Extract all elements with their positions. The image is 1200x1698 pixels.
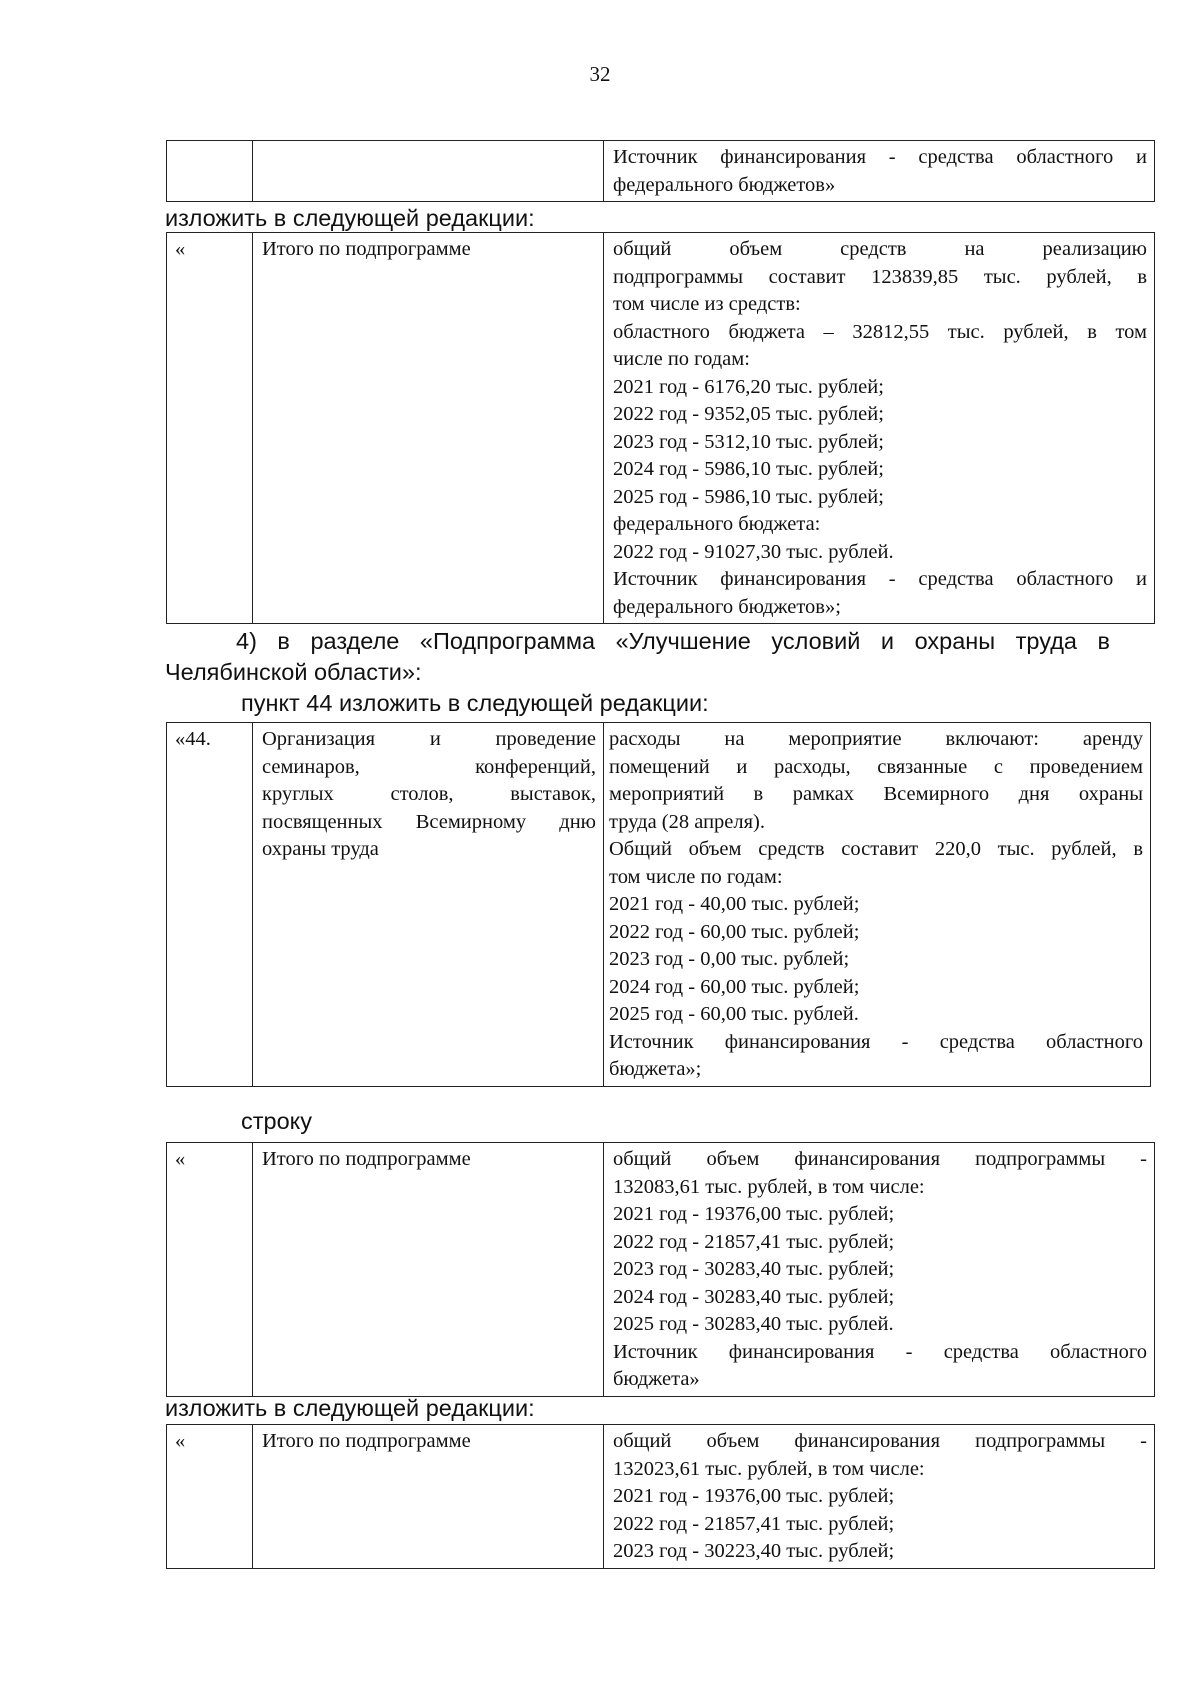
text-line: том числе из средств: xyxy=(613,293,801,315)
text-line: 2024 год - 60,00 тыс. рублей; xyxy=(609,975,860,998)
text-line: 2023 год - 30283,40 тыс. рублей; xyxy=(613,1258,895,1280)
text-line: федерального бюджета: xyxy=(613,513,821,535)
row-details xyxy=(604,233,1155,624)
text-line: общий объем финансирования подпрограммы - xyxy=(613,1148,1147,1170)
text-line: общий объем финансирования подпрограммы - xyxy=(613,1430,1147,1452)
section-4-line-3: пункт 44 изложить в следующей редакции: xyxy=(241,690,709,716)
caption-row-word: строку xyxy=(241,1108,312,1134)
section-4-line-1: 4) в разделе «Подпрограмма «Улучшение условий и охраны труда в xyxy=(236,628,1110,654)
text-line: Источник финансирования - средства областного и xyxy=(613,568,1147,590)
text-line: федерального бюджетов» xyxy=(613,173,836,196)
text-line: 2022 год - 60,00 тыс. рублей; xyxy=(609,920,860,943)
text-line: 2025 год - 60,00 тыс. рублей. xyxy=(609,1003,859,1025)
text-line: Источник финансирования - средства областного xyxy=(609,1030,1143,1053)
row-title: Итого по подпрограмме xyxy=(253,233,604,624)
text-line: 2021 год - 40,00 тыс. рублей; xyxy=(609,893,860,915)
text-line: 2021 год - 6176,20 тыс. рублей; xyxy=(613,375,884,398)
text-line: помещений и расходы, связанные с проведением xyxy=(609,755,1143,778)
text-line: мероприятий в рамках Всемирного дня охраны xyxy=(609,783,1143,805)
text-line: числе по годам: xyxy=(613,348,750,370)
page-number: 32 xyxy=(589,62,611,86)
text-line: расходы на мероприятие включают: аренду xyxy=(609,728,1143,750)
text-line: подпрограммы составит 123839,85 тыс. рублей, в xyxy=(613,265,1147,288)
text-line: посвященных Всемирному дню xyxy=(262,810,596,833)
caption-edit-2: изложить в следующей редакции: xyxy=(165,1395,535,1421)
table-row xyxy=(167,233,1155,624)
text-line: 132023,61 тыс. рублей, в том числе: xyxy=(613,1457,925,1480)
table-subprogram-total-new xyxy=(166,1424,1155,1569)
text-line: 132083,61 тыс. рублей, в том числе: xyxy=(613,1175,925,1198)
row-details xyxy=(604,1143,1155,1397)
text-line: том числе по годам: xyxy=(609,865,783,888)
text-line: охраны труда xyxy=(262,838,379,860)
text-line: Источник финансирования - средства областного xyxy=(613,1340,1147,1363)
text-line: 2023 год - 0,00 тыс. рублей; xyxy=(609,948,850,970)
text-line: 2022 год - 21857,41 тыс. рублей; xyxy=(613,1512,895,1535)
text-line: бюджета» xyxy=(613,1368,700,1390)
text-line: 2025 год - 30283,40 тыс. рублей. xyxy=(613,1313,894,1335)
text-line: круглых столов, выставок, xyxy=(262,783,596,805)
text-line: общий объем средств на реализацию xyxy=(613,238,1147,260)
text-line: труда (28 апреля). xyxy=(609,810,766,833)
text-line: 2021 год - 19376,00 тыс. рублей; xyxy=(613,1485,895,1507)
text-line: 2023 год - 5312,10 тыс. рублей; xyxy=(613,430,884,453)
text-line: 2025 год - 5986,10 тыс. рублей; xyxy=(613,485,884,508)
text-line: 2024 год - 5986,10 тыс. рублей; xyxy=(613,458,884,480)
item-details xyxy=(604,723,1151,1087)
text-line: 2024 год - 30283,40 тыс. рублей; xyxy=(613,1285,895,1308)
table-top-col1 xyxy=(167,141,253,202)
table-item-44 xyxy=(166,722,1151,1087)
table-subprogram-total-1 xyxy=(166,232,1155,624)
item-title xyxy=(253,723,604,1087)
item-number: «44. xyxy=(167,723,253,1087)
table-row xyxy=(167,1425,1155,1569)
row-marker: « xyxy=(167,1143,253,1397)
caption-edit-1: изложить в следующей редакции: xyxy=(165,205,535,231)
row-title: Итого по подпрограмме xyxy=(253,1143,604,1397)
text-line: Общий объем средств составит 220,0 тыс. рублей, в xyxy=(609,838,1143,860)
text-line: Источник финансирования - средства областного и xyxy=(613,146,1147,168)
text-line: областного бюджета – 32812,55 тыс. рублей, в том xyxy=(613,320,1147,343)
table-subprogram-total-old xyxy=(166,1142,1155,1397)
text-line: 2022 год - 9352,05 тыс. рублей; xyxy=(613,403,884,425)
table-row xyxy=(167,723,1151,1087)
table-top-col3 xyxy=(604,141,1155,202)
row-title: Итого по подпрограмме xyxy=(253,1425,604,1569)
text-line: Организация и проведение xyxy=(262,728,596,750)
text-line: 2022 год - 21857,41 тыс. рублей; xyxy=(613,1230,895,1253)
text-line: 2022 год - 91027,30 тыс. рублей. xyxy=(613,540,894,563)
table-row xyxy=(167,141,1155,202)
text-line: семинаров, конференций, xyxy=(262,755,596,778)
row-details xyxy=(604,1425,1155,1569)
section-4-line-2: Челябинской области»: xyxy=(165,659,422,685)
text-line: федерального бюджетов»; xyxy=(613,595,841,618)
text-line: 2021 год - 19376,00 тыс. рублей; xyxy=(613,1203,895,1225)
table-top-continuation xyxy=(166,140,1155,202)
text-line: бюджета»; xyxy=(609,1058,702,1080)
text-line: 2023 год - 30223,40 тыс. рублей; xyxy=(613,1540,895,1562)
table-top-col2 xyxy=(253,141,604,202)
table-row xyxy=(167,1143,1155,1397)
row-marker: « xyxy=(167,233,253,624)
row-marker: « xyxy=(167,1425,253,1569)
